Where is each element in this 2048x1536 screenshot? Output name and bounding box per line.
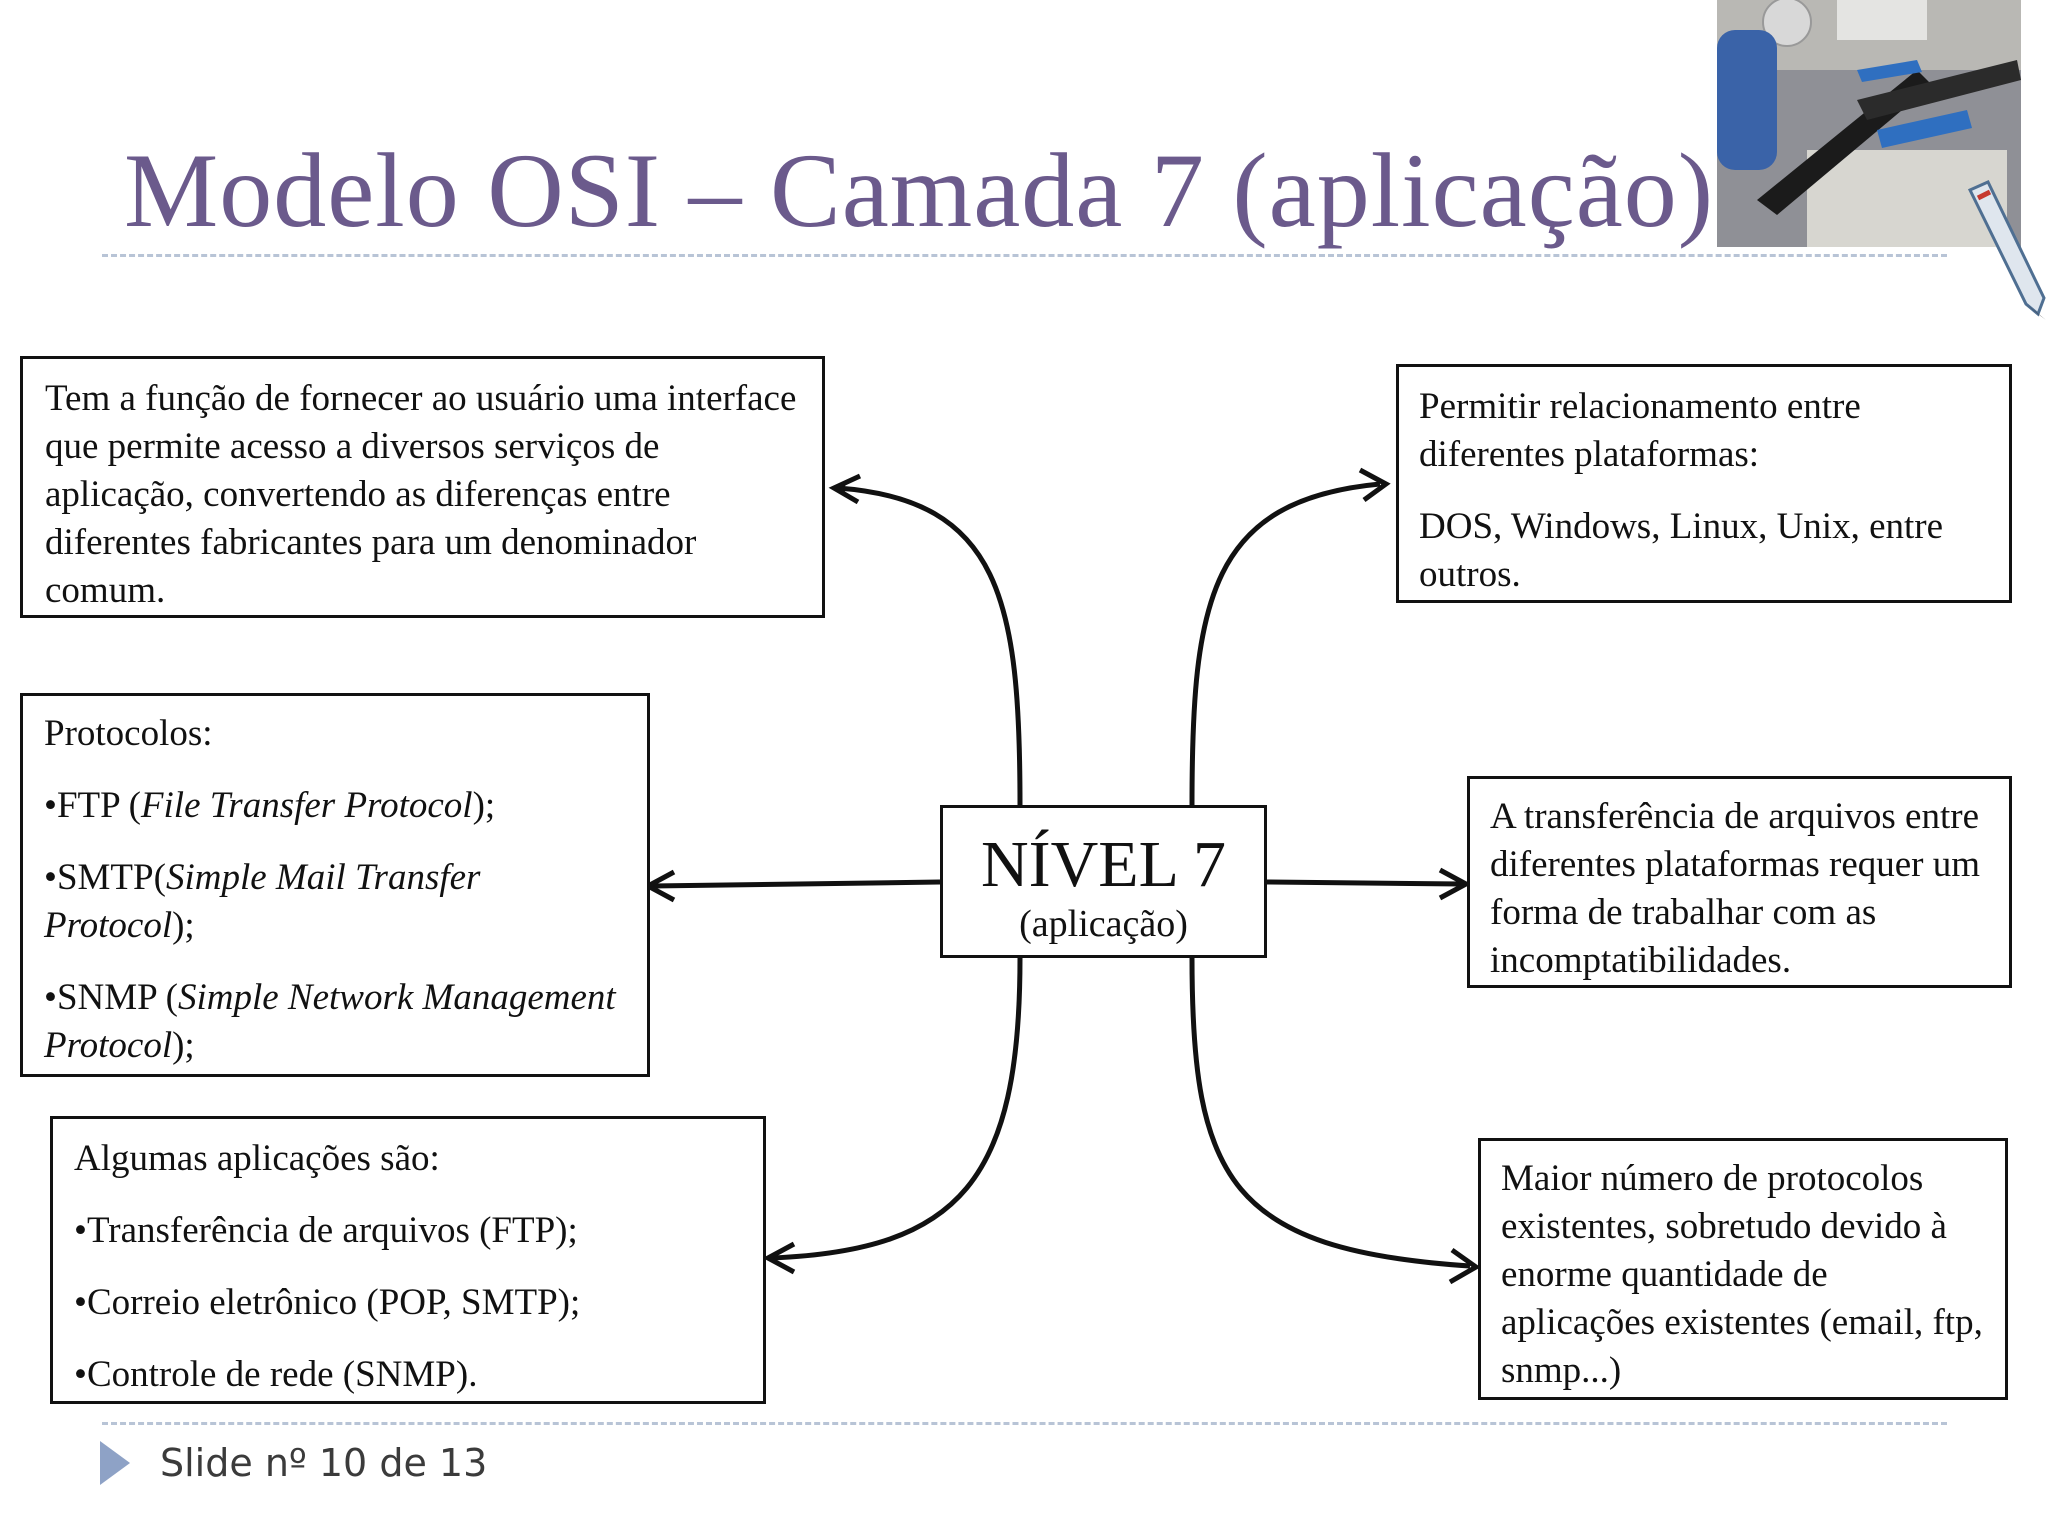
bottom-separator: [102, 1422, 1947, 1425]
arrow-to-top-left: [838, 488, 1020, 805]
box-top-right: [1396, 364, 2012, 603]
slide-title: Modelo OSI – Camada 7 (aplicação): [124, 132, 1715, 249]
box-top-right-text-1: Permitir relacionamento entre diferentes plataformas:: [1419, 386, 1861, 475]
application-item: •Transferência de arquivos (FTP);: [74, 1210, 578, 1251]
box-bottom-right-text: Maior número de protocolos existentes, sobretudo devido à enorme quantidade de aplicações existentes (email, ftp, snmp...): [1501, 1158, 1983, 1391]
center-node-subtitle: (aplicação): [1019, 903, 1188, 945]
slide-number: Slide nº 10 de 13: [160, 1441, 488, 1485]
triangle-bullet-icon: [100, 1441, 130, 1485]
box-top-right-text-2: DOS, Windows, Linux, Unix, entre outros.: [1419, 506, 1944, 595]
center-node: [940, 805, 1267, 958]
box-mid-right: [1467, 776, 2012, 988]
box-mid-right-text: A transferência de arquivos entre diferentes plataformas requer um forma de trabalhar com as incomptatibilidades.: [1490, 796, 1981, 981]
arrow-to-top-right: [1192, 484, 1380, 805]
arrow-to-mid-right: [1267, 882, 1462, 884]
application-item: •Correio eletrônico (POP, SMTP);: [74, 1282, 581, 1323]
applications-heading: Algumas aplicações são:: [74, 1138, 440, 1179]
arrow-to-bottom-left: [772, 958, 1020, 1258]
box-bottom-right: [1478, 1138, 2008, 1400]
application-item: •Controle de rede (SNMP).: [74, 1354, 478, 1395]
slide-footer: [100, 1438, 487, 1488]
box-protocols: [20, 693, 650, 1077]
protocols-heading: Protocolos:: [44, 713, 213, 754]
protocol-item-smtp: •SMTP(Simple Mail Transfer Protocol);: [44, 857, 481, 946]
center-node-title: NÍVEL 7: [981, 828, 1226, 901]
box-applications: [50, 1116, 766, 1404]
arrow-to-bottom-right: [1192, 958, 1470, 1266]
box-top-left-text: Tem a função de fornecer ao usuário uma interface que permite acesso a diversos serviços de aplicação, convertendo as diferenças entre diferentes fabricantes para um denominador comum.: [45, 378, 797, 611]
arrow-to-mid-left: [652, 882, 940, 886]
protocol-item-snmp: •SNMP (Simple Network Management Protocol);: [44, 977, 616, 1066]
box-top-left: [20, 356, 825, 618]
protocol-item-ftp: •FTP (File Transfer Protocol);: [44, 785, 496, 826]
